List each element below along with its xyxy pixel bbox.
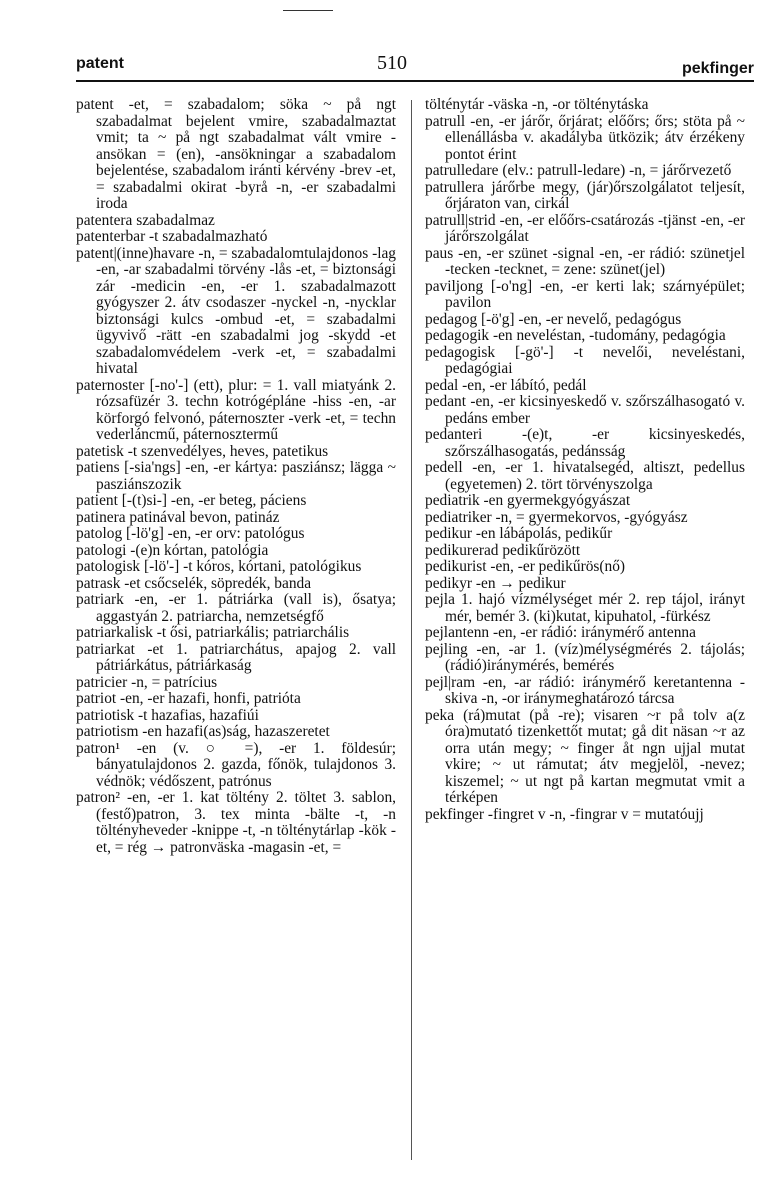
entry: pedant -en, -er kicsinyeskedő v. szőrszálhasogató v. pedáns ember	[425, 393, 745, 427]
entry: pedikurerad pedikűrözött	[425, 541, 581, 559]
entry: patent -et, = szabadalom; söka ~ på ngt szabadalmat bejelent vmire, szabadalmaztat vmit; ta ~ på ngt szabadalmat vált vmire -ansökan = (en), -ansökningar a szabadalom bejelentése, szabadalom iránti kérvény -brev -et, = szabadalmi okirat -byrå -n, -er szabadalmi iroda	[76, 96, 396, 212]
header-rule	[76, 80, 754, 82]
entry: paviljong [-o'ng] -en, -er kerti lak; szárnyépület; pavilon	[425, 277, 745, 311]
entry: pejla 1. hajó vízmélységet mér 2. rep tájol, irányt mér, bemér 3. (ki)kutat, kipuhatol, -fürkész	[425, 591, 745, 625]
page-number: 510	[377, 52, 407, 74]
entry: patron² -en, -er 1. kat töltény 2. töltet 3. sablon, (festő)patron, 3. tex minta -bälte -t, -n töltényheveder -knippe -t, -n tölténytárlap -kök -et, = rég → patronväska -magasin -et, =	[76, 789, 396, 856]
entry: patiens [-sia'ngs] -en, -er kártya: pasziánsz; lägga ~ pasziánszozik	[76, 459, 396, 493]
entry: patriarkalisk -t ősi, patriarkális; patriarchális	[76, 624, 350, 641]
entry: patriarkat -et 1. patriarchátus, apajog 2. vall pátriárkátus, pátriárkaság	[76, 640, 396, 674]
entry: peka (rá)mutat (på -re); visaren ~r på tolv a(z óra)mutató tizenkettőt mutat; gå dit näsan ~r az orra után megy; ~ finger åt ngn ujjal mutat vkire; ~ ut rámutat; átv megjelöl, -nevez; kiszemel; ~ ut ngt på kartan megmutat vmit a térképen	[425, 706, 745, 806]
entry: patetisk -t szenvedélyes, heves, patetikus	[76, 442, 329, 460]
entry: patriotisk -t hazafias, hazafiúi	[76, 706, 259, 724]
entry: pedagog [-ö'g] -en, -er nevelő, pedagógus	[425, 310, 682, 328]
entry: patologisk [-lö'-] -t kóros, kórtani, patológikus	[76, 558, 362, 575]
entry: patent|(inne)havare -n, = szabadalomtulajdonos -lag -en, -ar szabadalmi törvény -lås -et, = biztonsági zár -medicin -en, -er 1. szabadalmazott gyógyszer 2. átv csodaszer -nyckel -n, -nycklar biztonsági kulcs -ombud -et, = szabadalmi ügyvivő -rätt -en szabadalmi jog -skydd -et szabadalomvédelem -verk -et, = szabadalmi hivatal	[76, 244, 396, 377]
entry: patentera szabadalmaz	[76, 211, 215, 229]
column-divider	[411, 100, 412, 1160]
entry: pejlantenn -en, -er rádió: iránymérő antenna	[425, 624, 696, 641]
entry: tölténytár -väska -n, -or tölténytáska	[425, 96, 649, 113]
top-rule	[283, 10, 333, 11]
entry: pejl|ram -en, -ar rádió: iránymérő keretantenna -skiva -n, -or iránymeghatározó tárcsa	[425, 673, 745, 707]
entry: patriotism -en hazafi(as)ság, hazaszeretet	[76, 723, 330, 740]
left-column	[76, 97, 396, 856]
header-left-guideword: patent	[76, 55, 124, 72]
entry: patrulledare (elv.: patrull-ledare) -n, = járőrvezető	[425, 162, 732, 179]
right-column	[425, 97, 745, 823]
entry: pedikyr -en → pedikur	[425, 574, 566, 592]
entry: pediatrik -en gyermekgyógyászat	[425, 492, 631, 509]
entry: pedagogisk [-gö'-] -t nevelői, neveléstani, pedagógiai	[425, 343, 745, 377]
entry: pedanteri -(e)t, -er kicsinyeskedés, szőrszálhasogatás, pedánsság	[425, 426, 745, 460]
entry: patron¹ -en (v. ○ =), -er 1. földesúr; bányatulajdonos 2. gazda, főnök, tulajdonos 3. védnök; védőszent, patrónus	[76, 739, 396, 790]
entry: patologi -(e)n kórtan, patológia	[76, 541, 269, 559]
entry: pedell -en, -er 1. hivatalsegéd, altiszt, pedellus (egyetemen) 2. tört törvényszolga	[425, 459, 745, 493]
entry: pekfinger -fingret v -n, -fingrar v = mutatóujj	[425, 805, 704, 823]
entry: patrullera járőrbe megy, (jár)őrszolgálatot teljesít, őrjáraton van, cirkál	[425, 178, 745, 212]
entry: patinera patinával bevon, patináz	[76, 508, 280, 526]
entry: pedikurist -en, -er pedikűrös(nő)	[425, 558, 626, 575]
entry: paternoster [-no'-] (ett), plur: = 1. vall miatyánk 2. rózsafüzér 3. techn kotrógépláne -hiss -en, -ar körforgó felvonó, páternoszter -verk -et, = techn vederláncmű, páternosztermű	[76, 376, 396, 443]
entry: patriark -en, -er 1. pátriárka (vall is), ősatya; aggastyán 2. patriarcha, nemzetségfő	[76, 591, 396, 625]
entry: patrull|strid -en, -er előőrs-csatározás -tjänst -en, -er járőrszolgálat	[425, 211, 745, 245]
entry: pejling -en, -ar 1. (víz)mélységmérés 2. tájolás; (rádió)iránymérés, bemérés	[425, 640, 745, 674]
entry: pedagogik -en neveléstan, -tudomány, pedagógia	[425, 327, 726, 344]
entry: patrull -en, -er járőr, őrjárat; előőrs; őrs; stöta på ~ ellenállásba v. akadályba ütközik; átv érzékeny pontot érint	[425, 112, 745, 163]
entry: pediatriker -n, = gyermekorvos, -gyógyász	[425, 508, 688, 526]
entry: patenterbar -t szabadalmazható	[76, 228, 268, 245]
entry: paus -en, -er szünet -signal -en, -er rádió: szünetjel -tecken -tecknet, = zene: szünet(jel)	[425, 244, 745, 278]
entry: patient [-(t)si-] -en, -er beteg, páciens	[76, 492, 307, 509]
entry: patriot -en, -er hazafi, honfi, patrióta	[76, 690, 301, 707]
entry: patrask -et csőcselék, söpredék, banda	[76, 574, 312, 592]
header-right-guideword: pekfinger	[681, 60, 754, 77]
entry: patricier -n, = patrícius	[76, 673, 218, 691]
entry: pedikur -en lábápolás, pedikűr	[425, 525, 613, 542]
entry: patolog [-lö'g] -en, -er orv: patológus	[76, 525, 305, 542]
entry: pedal -en, -er lábító, pedál	[425, 376, 587, 394]
